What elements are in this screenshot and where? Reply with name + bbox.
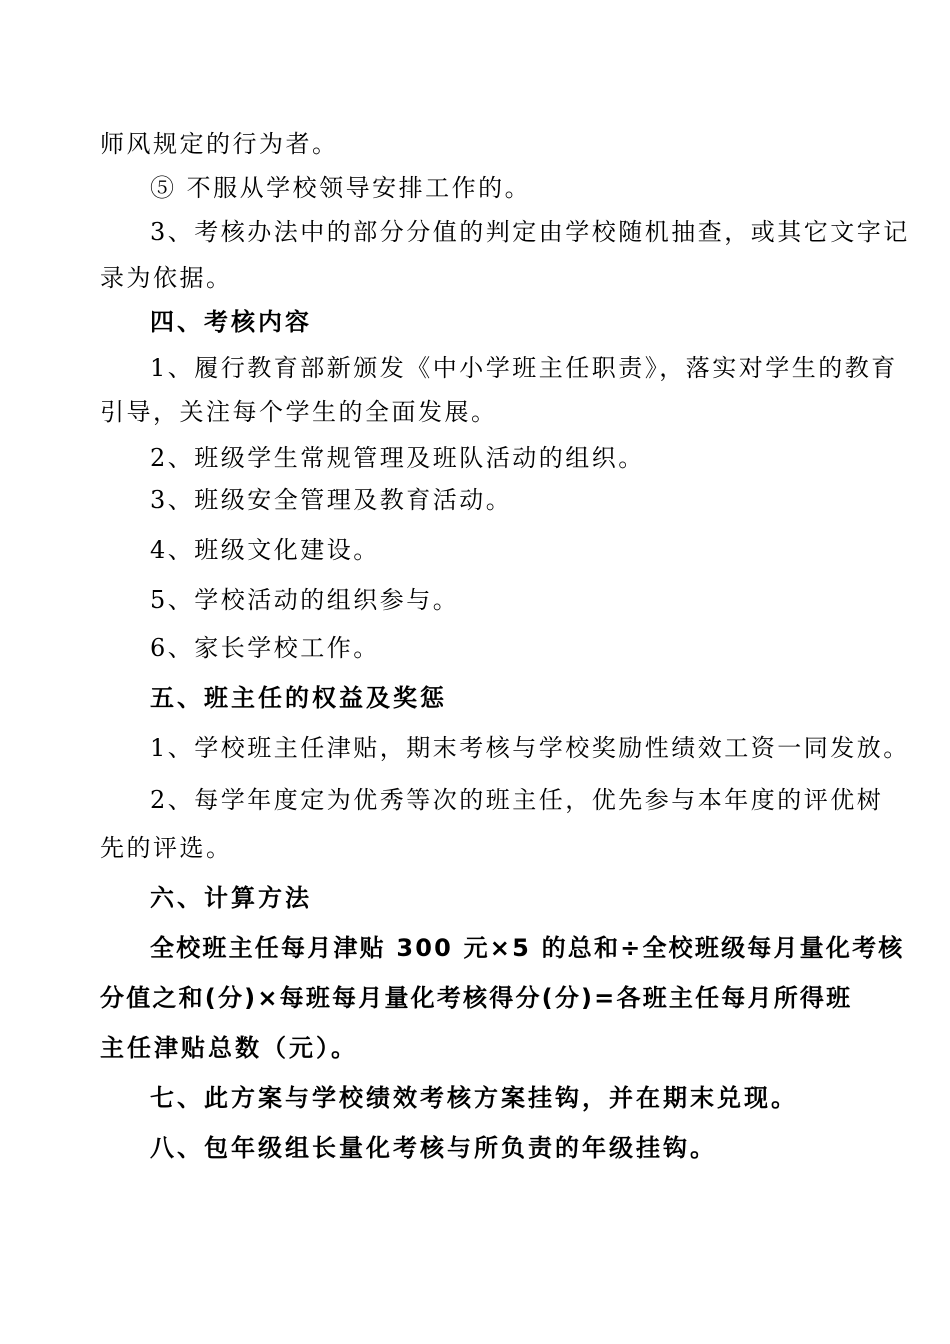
section-heading: 五、班主任的权益及奖惩 <box>150 684 447 712</box>
formula-line: 分值之和(分)×每班每月量化考核得分(分)=各班主任每月所得班 <box>100 984 853 1012</box>
paragraph-line: 1、学校班主任津贴，期末考核与学校奖励性绩效工资一同发放。 <box>150 734 910 762</box>
paragraph-line: 录为依据。 <box>100 264 233 292</box>
section-heading: 四、考核内容 <box>150 308 312 336</box>
paragraph-line: 师风规定的行为者。 <box>100 130 339 158</box>
paragraph-line: 1、履行教育部新颁发《中小学班主任职责》，落实对学生的教育 <box>150 354 898 382</box>
paragraph-line: 4、班级文化建设。 <box>150 536 380 564</box>
paragraph-line: 6、家长学校工作。 <box>150 634 380 662</box>
paragraph-line: 3、班级安全管理及教育活动。 <box>150 486 513 514</box>
paragraph-line: 5、学校活动的组织参与。 <box>150 586 460 614</box>
paragraph-line: 2、班级学生常规管理及班队活动的组织。 <box>150 444 645 472</box>
paragraph-line: ⑤ 不服从学校领导安排工作的。 <box>150 174 532 202</box>
paragraph-line: 引导，关注每个学生的全面发展。 <box>100 398 498 426</box>
section-heading: 八、包年级组长量化考核与所负责的年级挂钩。 <box>150 1134 717 1162</box>
formula-line: 全校班主任每月津贴 300 元×5 的总和÷全校班级每月量化考核 <box>150 934 905 962</box>
paragraph-line: 2、每学年度定为优秀等次的班主任，优先参与本年度的评优树 <box>150 786 884 814</box>
formula-line: 主任津贴总数（元）。 <box>100 1034 358 1062</box>
paragraph-line: 3、考核办法中的部分分值的判定由学校随机抽查，或其它文字记 <box>150 218 910 246</box>
paragraph-line: 先的评选。 <box>100 834 233 862</box>
section-heading: 六、计算方法 <box>150 884 312 912</box>
section-heading: 七、此方案与学校绩效考核方案挂钩，并在期末兑现。 <box>150 1084 798 1112</box>
